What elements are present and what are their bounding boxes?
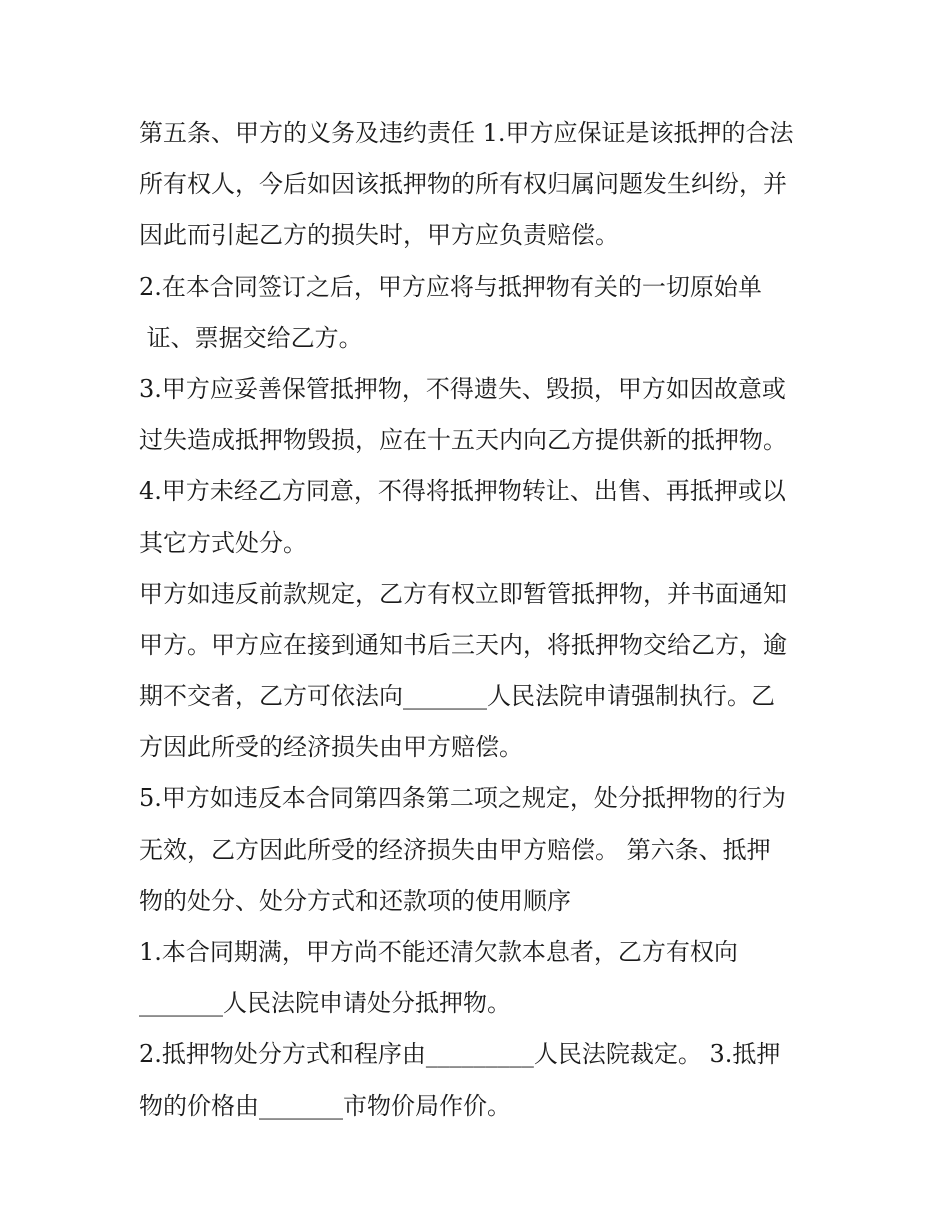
text-line: 4.甲方未经乙方同意，不得将抵押物转让、出售、再抵押或以 xyxy=(139,477,786,506)
text-line: 1.本合同期满，甲方尚不能还清欠款本息者，乙方有权向 xyxy=(139,938,738,966)
text-line: 无效，乙方因此所受的经济损失由甲方赔偿。 第六条、抵押 xyxy=(139,835,771,864)
text-line: 所有权人，今后如因该抵押物的所有权归属问题发生纠纷，并 xyxy=(139,170,787,199)
text-line: 物的处分、处分方式和还款项的使用顺序 xyxy=(139,886,571,915)
text-line: 3.甲方应妥善保管抵押物，不得遗失、毁损，甲方如因故意或 xyxy=(139,374,786,403)
text-line: _______人民法院申请处分抵押物。 xyxy=(139,989,511,1018)
text-line: 5.甲方如违反本合同第四条第二项之规定，处分抵押物的行为 xyxy=(139,784,786,813)
text-line: 甲方。甲方应在接到通知书后三天内，将抵押物交给乙方，逾 xyxy=(139,630,787,659)
text-line: 甲方如违反前款规定，乙方有权立即暂管抵押物，并书面通知 xyxy=(139,579,787,608)
text-line: 物的价格由_______市物价局作价。 xyxy=(139,1091,511,1120)
text-line: 证、票据交给乙方。 xyxy=(139,323,363,352)
text-line: 第五条、甲方的义务及违约责任 1.甲方应保证是该抵押的合法 xyxy=(139,119,794,147)
text-line: 期不交者，乙方可依法向_______人民法院申请强制执行。乙 xyxy=(139,682,775,711)
text-line: 因此而引起乙方的损失时，甲方应负责赔偿。 xyxy=(139,221,619,250)
text-line: 方因此所受的经济损失由甲方赔偿。 xyxy=(139,733,523,762)
text-line: 2.抵押物处分方式和程序由_________人民法院裁定。 3.抵押 xyxy=(139,1040,781,1069)
text-line: 2.在本合同签订之后，甲方应将与抵押物有关的一切原始单 xyxy=(139,272,762,301)
text-line: 过失造成抵押物毁损，应在十五天内向乙方提供新的抵押物。 xyxy=(139,426,787,455)
document-body xyxy=(139,108,819,1132)
text-line: 其它方式处分。 xyxy=(139,528,307,557)
